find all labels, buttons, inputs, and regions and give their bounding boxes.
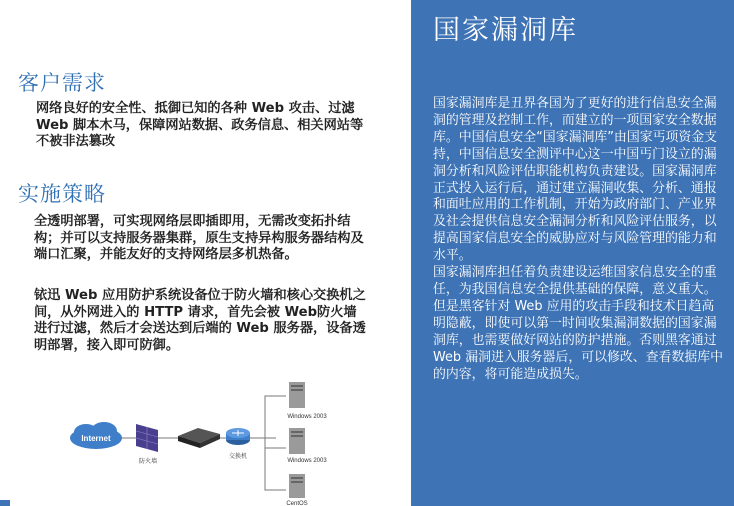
vulnerability-db-panel	[411, 0, 734, 506]
firewall-icon	[136, 424, 158, 452]
panel-body	[433, 96, 725, 383]
strategy-heading: 实施策略	[18, 182, 106, 206]
network-topology-diagram	[60, 382, 350, 506]
server-icon	[289, 474, 305, 498]
waf-appliance-icon	[178, 428, 220, 448]
server-icon	[289, 428, 305, 454]
needs-text: 网络良好的安全性、抵御已知的各种 Web 攻击、过滤 Web 脚本木马，保障网站数据、政务信息、相关网站等不被非法篡改	[36, 101, 364, 150]
corner-accent	[0, 500, 10, 506]
strategy-text-1: 全透明部署，可实现网络层即插即用，无需改变拓扑结构；并可以支持服务器集群，原生支持异构服务器结构及端口汇聚，并能友好的支持网络层多机热备。	[34, 214, 364, 263]
needs-heading: 客户需求	[18, 71, 106, 95]
server3-label: CentOS	[286, 501, 308, 506]
internet-label: Internet	[81, 434, 111, 443]
panel-paragraph-1: 国家漏洞库是丑界各国为了更好的进行信息安全漏洞的管理及控制工作，而建立的一项国家安全数据库。中国信息安全“国家漏洞库”由国家丐项资金支持，中国信息安全测评中心这一中国丐门设立的漏洞分析和风险评估职能机构负责建设。国家漏洞库正式投入运行后，通过建立漏洞收集、分析、通报和面吐应用的工作机制，开始为政府部门、产业界及社会提供信息安全漏洞分析和风险评估服务，以提高国家信息安全的威胁应对与风险管理的能力和水平。	[433, 96, 718, 264]
server-icon	[289, 382, 305, 408]
panel-paragraph-2: 国家漏洞库担任着负责建设运维国家信息安全的重任，为我国信息安全提供基础的保障，意义重大。但是黑客针对 Web 应用的攻击手段和技术日趋高明隐蔽，即使可以第一时间收集漏洞数据的国家漏洞库，也需要做好网站的防护措施。否则黑客通过 Web 漏洞进入服务器后，可以修改、查看数据库中的内容，将可能造成损失。	[433, 265, 724, 382]
server2-label: Windows 2003	[287, 458, 327, 464]
switch-icon	[226, 428, 250, 445]
strategy-text-2: 铱迅 Web 应用防护系统设备位于防火墙和核心交换机之间，从外网进入的 HTTP 请求，首先会被 Web防火墙进行过滤，然后才会送达到后端的 Web 服务器，设备透明部署，接入即可防御。	[34, 288, 366, 353]
panel-title: 国家漏洞库	[433, 15, 578, 46]
switch-label: 交换机	[228, 454, 248, 460]
server1-label: Windows 2003	[287, 414, 327, 420]
firewall-label: 防火墙	[138, 459, 158, 465]
